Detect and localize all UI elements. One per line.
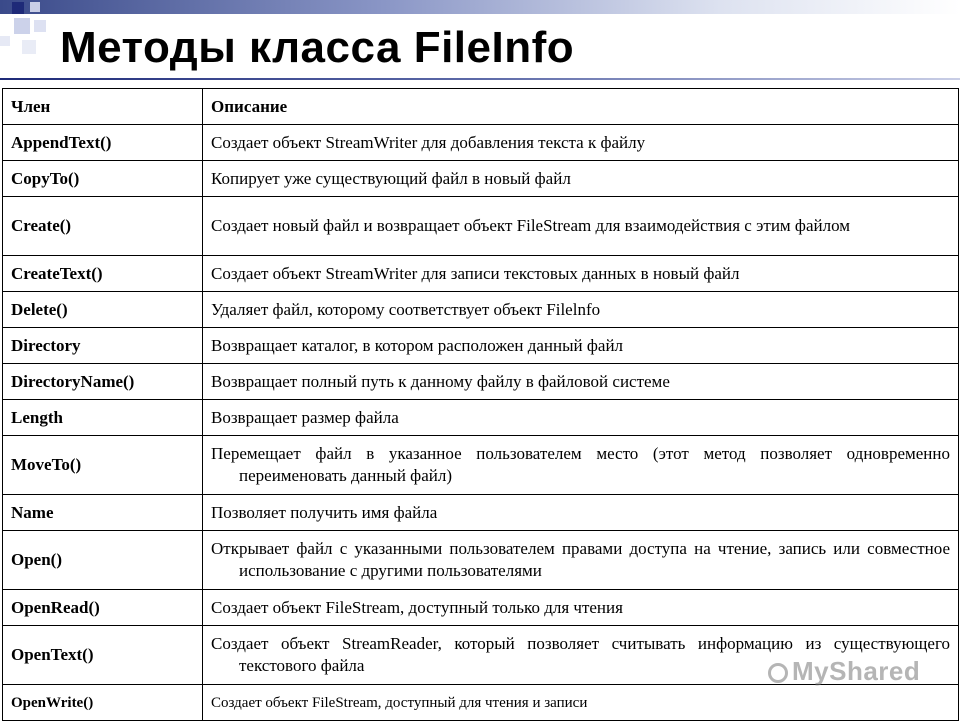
member-cell: AppendText() [3, 125, 203, 161]
member-cell: Directory [3, 328, 203, 364]
methods-table [2, 88, 959, 721]
table-row [3, 400, 959, 436]
member-cell: Create() [3, 197, 203, 256]
table-row [3, 328, 959, 364]
description-text: Создает объект StreamReader, который позволяет считывать информацию из существующего текстового файла [211, 634, 950, 675]
description-cell: Позволяет получить имя файла [203, 495, 959, 531]
description-cell [203, 197, 959, 256]
decor-square [14, 18, 30, 34]
description-text: Открывает файл с указанными пользователем правами доступа на чтение, запись или совместное использование с другими пользователями [211, 539, 950, 580]
member-cell: CreateText() [3, 256, 203, 292]
member-cell: DirectoryName() [3, 364, 203, 400]
watermark [768, 656, 920, 687]
table-row [3, 125, 959, 161]
table-row [3, 197, 959, 256]
column-header-description: Описание [203, 89, 959, 125]
decor-square [12, 2, 24, 14]
watermark-logo-icon [768, 663, 788, 683]
description-cell: Удаляет файл, которому соответствует объект Filelnfo [203, 292, 959, 328]
description-text: Перемещает файл в указанное пользователем место (этот метод позволяет одновременно переименовать данный файл) [211, 444, 950, 485]
table-row [3, 364, 959, 400]
header-gradient-bar [0, 0, 960, 14]
description-cell: Возвращает полный путь к данному файлу в файловой системе [203, 364, 959, 400]
table-row [3, 685, 959, 721]
description-cell: Создает объект StreamWriter для записи текстовых данных в новый файл [203, 256, 959, 292]
description-cell: Создает объект FileStream, доступный для чтения и записи [203, 685, 959, 721]
table-header-row [3, 89, 959, 125]
member-cell: Name [3, 495, 203, 531]
decor-square [34, 20, 46, 32]
table-row [3, 292, 959, 328]
description-cell: Создает объект StreamWriter для добавления текста к файлу [203, 125, 959, 161]
member-cell: OpenText() [3, 626, 203, 685]
member-cell: CopyTo() [3, 161, 203, 197]
table-row [3, 590, 959, 626]
decor-square [22, 40, 36, 54]
decor-square [30, 2, 40, 12]
description-cell: Возвращает размер файла [203, 400, 959, 436]
decor-square [0, 36, 10, 46]
description-cell [203, 436, 959, 495]
member-cell: OpenWrite() [3, 685, 203, 721]
description-cell: Создает объект FileStream, доступный только для чтения [203, 590, 959, 626]
watermark-text: MyShared [792, 656, 921, 686]
member-cell: OpenRead() [3, 590, 203, 626]
member-cell: Length [3, 400, 203, 436]
member-cell: Open() [3, 531, 203, 590]
description-cell [203, 531, 959, 590]
table-row [3, 161, 959, 197]
table-row [3, 531, 959, 590]
member-cell: MoveTo() [3, 436, 203, 495]
table-row [3, 436, 959, 495]
description-cell: Возвращает каталог, в котором расположен данный файл [203, 328, 959, 364]
description-cell: Копирует уже существующий файл в новый файл [203, 161, 959, 197]
slide-title: Методы класса FileInfo [60, 23, 575, 72]
table-row [3, 495, 959, 531]
description-text: Создает новый файл и возвращает объект FileStream для взаимодействия с этим файлом [211, 216, 851, 235]
table-row [3, 256, 959, 292]
title-underline [0, 78, 960, 80]
column-header-member: Член [3, 89, 203, 125]
member-cell: Delete() [3, 292, 203, 328]
